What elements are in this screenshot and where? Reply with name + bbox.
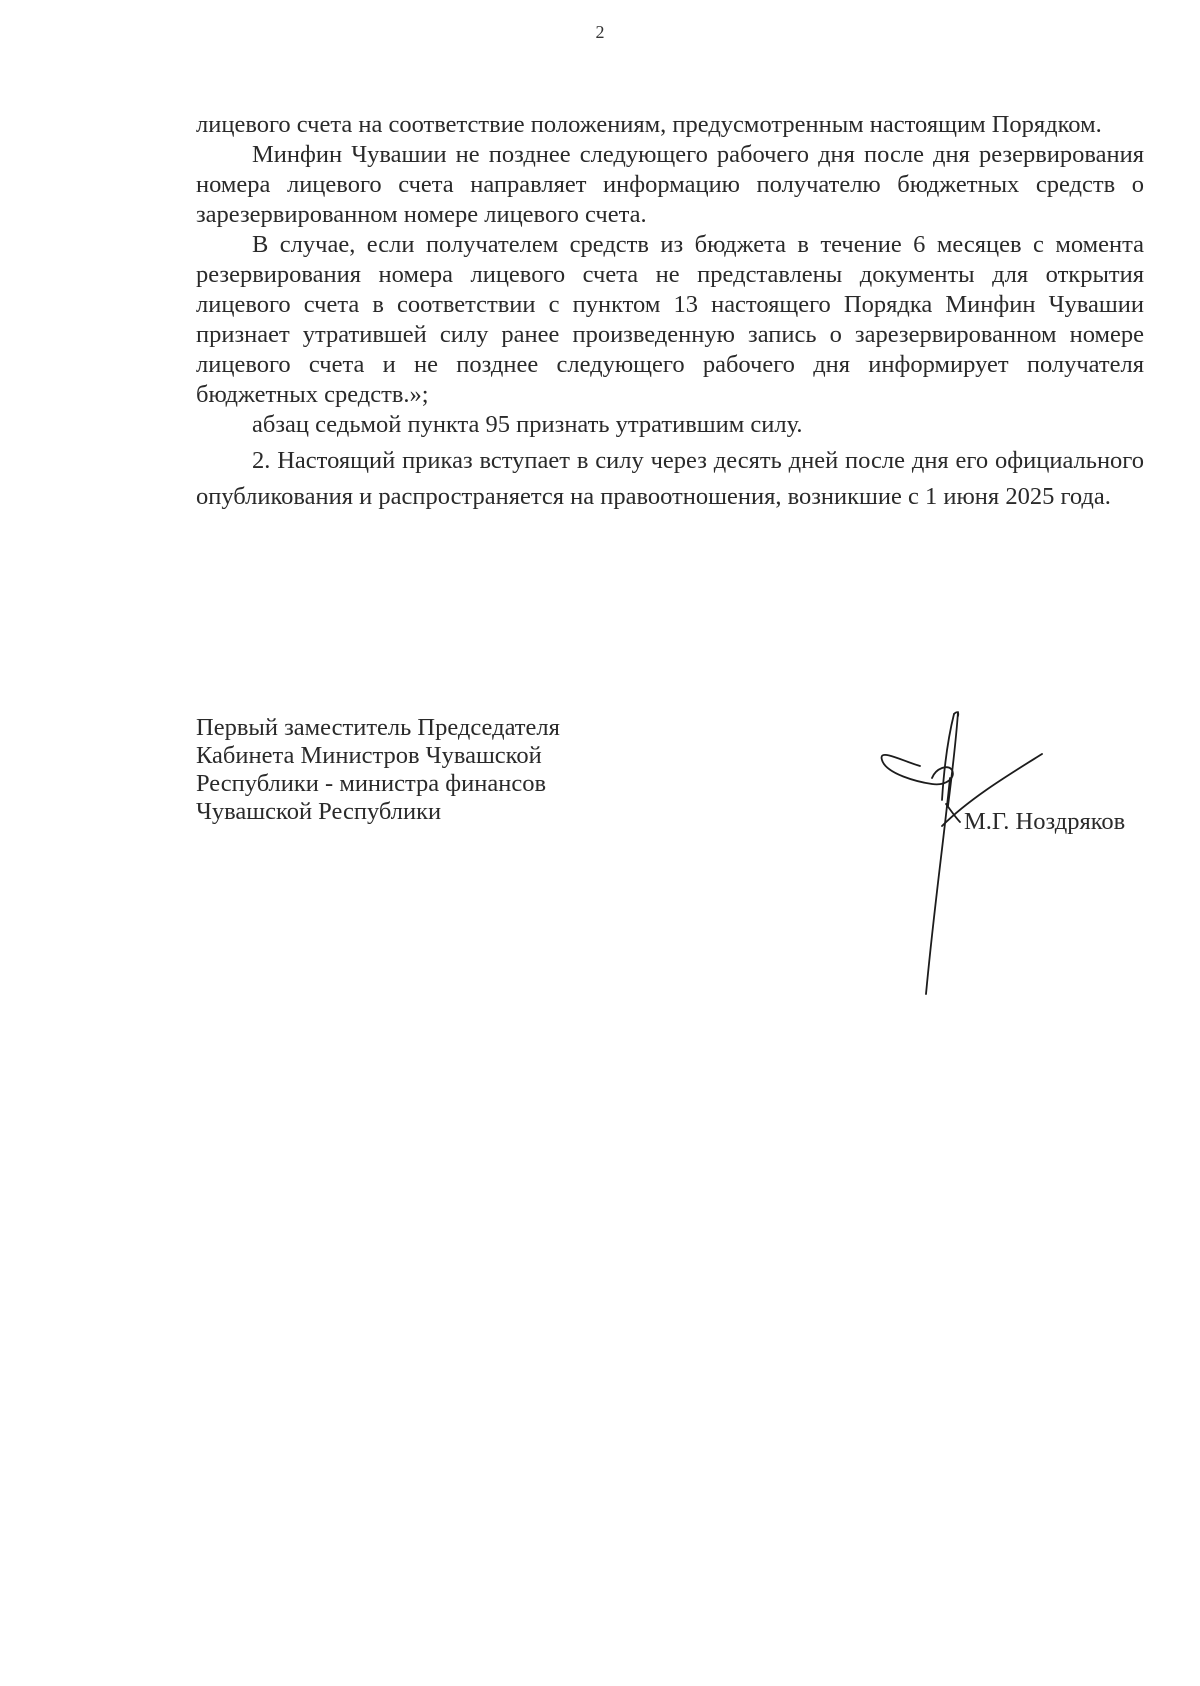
signature-stroke <box>882 755 953 784</box>
signer-position-line: Первый заместитель Председателя <box>196 714 560 741</box>
signature-stroke <box>926 778 950 994</box>
paragraph-effective-date: 2. Настоящий приказ вступает в силу через десять дней после дня его официального опубликования и распространяется на правоотношения, возникшие с 1 июня 2025 года. <box>196 447 1144 510</box>
signature-stroke <box>948 712 958 806</box>
signature-stroke <box>942 714 954 800</box>
document-body <box>196 110 1144 515</box>
handwritten-signature <box>860 708 1060 1008</box>
paragraph-continuation: лицевого счета на соответствие положениям, предусмотренным настоящим Порядком. <box>196 111 1102 138</box>
signer-position-line: Кабинета Министров Чувашской <box>196 742 542 769</box>
signer-name: М.Г. Ноздряков <box>964 808 1126 835</box>
page-number: 2 <box>595 22 605 42</box>
paragraph-six-months-rule: В случае, если получателем средств из бюджета в течение 6 месяцев с момента резервирования номера лицевого счета не представлены документы для открытия лицевого счета в соответствии с пунктом 13 настоящего Порядка Минфин Чувашии признает утратившей силу ранее произведенную запись о зарезервированном номере лицевого счета и не позднее следующего рабочего дня информирует получателя бюджетных средств.»; <box>196 231 1144 408</box>
signer-position <box>196 714 656 826</box>
signer-position-line: Чувашской Республики <box>196 798 442 825</box>
paragraph-clause-95: абзац седьмой пункта 95 признать утратившим силу. <box>252 411 803 438</box>
signature-stroke <box>954 712 958 716</box>
paragraph-reservation-notice: Минфин Чувашии не позднее следующего рабочего дня после дня резервирования номера лицевого счета направляет информацию получателю бюджетных средств о зарезервированном номере лицевого счета. <box>196 141 1144 228</box>
signer-position-line: Республики - министра финансов <box>196 770 547 797</box>
